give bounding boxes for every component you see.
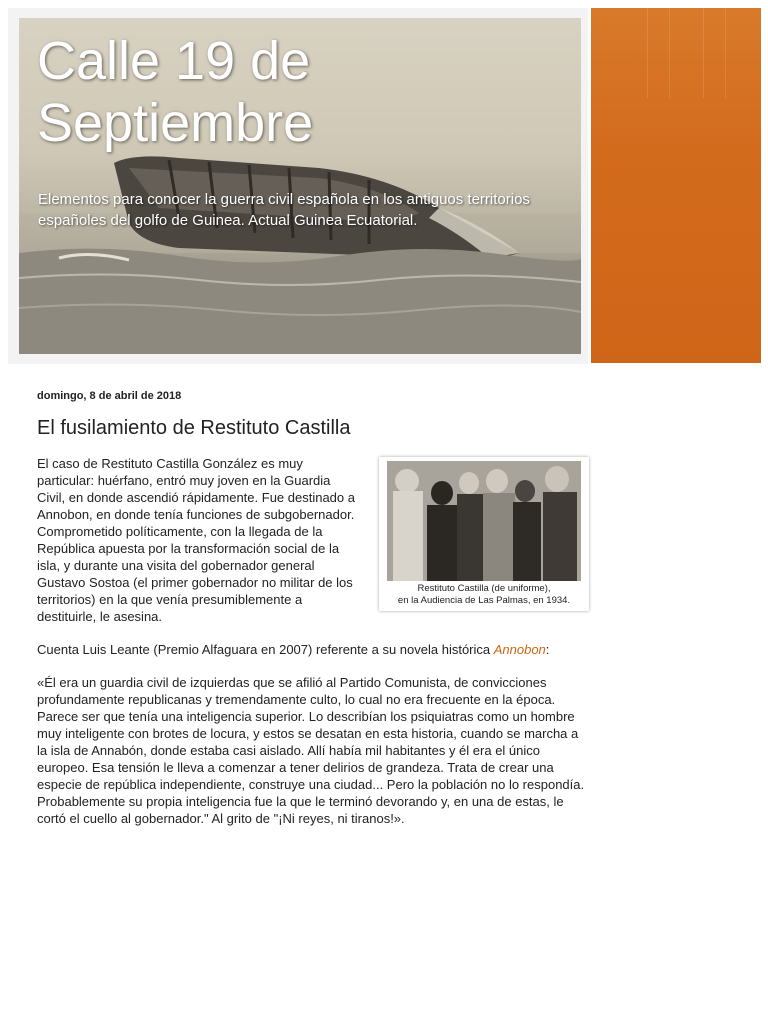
paragraph-2-colon: :: [545, 642, 550, 657]
figure-caption-line-2: en la Audiencia de Las Palmas, en 1934.: [397, 595, 571, 606]
blog-title[interactable]: Calle 19 de Septiembre: [37, 31, 314, 153]
figure-caption-line-1: Restituto Castilla (de uniforme),: [417, 583, 551, 594]
group-of-men-illustration: [387, 461, 581, 581]
post-figure: [379, 457, 589, 611]
post-quote: «Él era un guardia civil de izquierdas que se afilió al Partido Comunista, de convicciones profundamente republicanas y tremendamente culto, lo cual no era frecuente en la época. Parece ser que tenía una inteligencia superior. Lo describían los psiquiatras como un hombre muy inteligente con brotes de locura, y estos se desatan en esta historia, cuando se marcha a la isla de Annabón, donde estaba casi aislado. Allí había mil habitantes y él era el único europeo. Esa tensión le lleva a comenzar a tener delirios de grandeza. Trata de crear una especie de república independiente, construye una ciudad... Pero la población no lo respondía. Probablemente su propia inteligencia fue la que le terminó devorando y, en una de estas, le cortó el cuello al gobernador." Al grito de "¡Ni reyes, ni tiranos!».: [37, 675, 585, 826]
sidebar-accent-panel: [591, 8, 761, 363]
blog-description: Elementos para conocer la guerra civil española en los antiguos territorios españoles del golfo de Guinea. Actual Guinea Ecuatorial.: [38, 191, 530, 229]
post-paragraph-2: [37, 641, 589, 658]
paragraph-2-text: Cuenta Luis Leante (Premio Alfaguara en 2007) referente a su novela histórica: [37, 642, 494, 657]
post-date: domingo, 8 de abril de 2018: [37, 390, 182, 402]
annobon-novel-link[interactable]: Annobon: [493, 642, 546, 657]
historical-photo[interactable]: [387, 461, 581, 581]
post-body: [37, 455, 589, 843]
figure-caption: [383, 583, 585, 607]
post-paragraph-1: El caso de Restituto Castilla González es muy particular: huérfano, entró muy joven en la Guardia Civil, en donde ascendió rápidamente. Fue destinado a Annobon, en donde tenía funciones de subgobernador. Comprometido políticamente, con la llegada de la República apuesta por la transformación social de la isla, y durante una visita del gobernador general Gustavo Sostoa (el primer gobernador no militar de los territorios) en la que venía presumiblemente a destituirle, le asesina.: [37, 456, 355, 624]
post-title[interactable]: El fusilamiento de Restituto Castilla: [37, 417, 351, 439]
